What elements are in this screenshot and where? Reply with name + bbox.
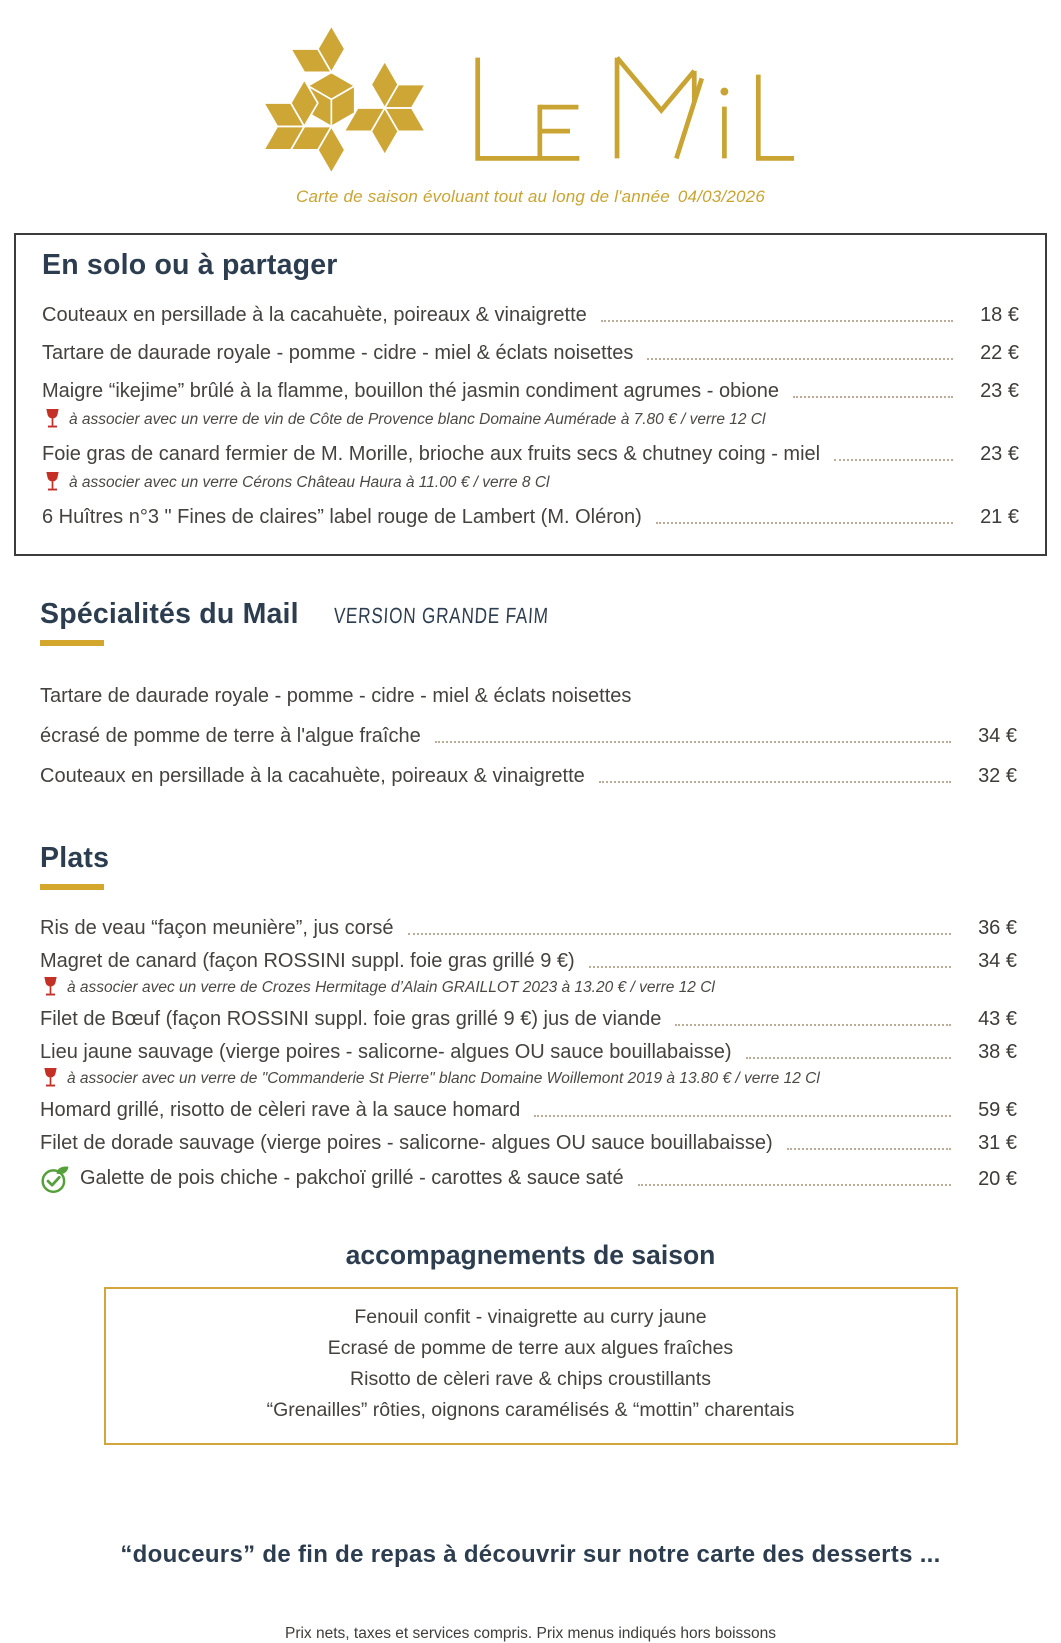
menu-item [40,716,1017,756]
item-text: Galette de pois chiche - pakchoï grillé - carottes & sauce saté [80,1166,624,1189]
item-name: Filet de dorade sauvage (vierge poires - salicorne- algues OU sauce bouillabaisse) [40,1132,773,1154]
side-dish: “Grenailles” rôties, oignons caramélisés & “mottin” charentais [266,1399,795,1421]
section-accompagnements [0,1240,1061,1445]
item-price: 38 € [978,1041,1017,1063]
menu-item [42,334,1019,372]
desserts-banner: “douceurs” de fin de repas à découvrir sur notre carte des desserts ... [120,1541,941,1568]
dot-leader [534,1115,951,1117]
pairing-text: à associer avec un verre de vin de Côte de Provence blanc Domaine Aumérade à 7.80 € / verre 12 Cl [69,410,766,428]
section-plats [40,842,1017,1196]
side-dish: Risotto de cèleri rave & chips croustillants [350,1368,711,1390]
wine-glass-icon [42,976,59,997]
item-price: 34 € [978,950,1017,972]
item-price: 32 € [978,764,1017,787]
wine-glass-icon [42,1067,59,1088]
item-price: 22 € [980,341,1019,364]
menu-subtitle [0,187,1061,207]
side-dish: Ecrasé de pomme de terre aux algues fraîches [327,1337,734,1359]
logo-diamonds-icon [258,24,436,177]
item-price: 23 € [980,379,1019,402]
item-price: 20 € [978,1168,1017,1190]
le-mail-wordmark [464,52,804,165]
dot-leader [435,741,951,743]
item-name: Foie gras de canard fermier de M. Morille, brioche aux fruits secs & chutney coing - miel [42,442,821,465]
wine-pairing-note [40,978,1017,1003]
dot-leader [599,781,951,783]
dot-leader [787,1148,951,1150]
menu-item [42,296,1019,334]
dot-leader [834,459,953,461]
section-title-specialites: Spécialités du Mail [40,598,299,630]
menu-item [40,756,1017,796]
menu-item [40,1036,1017,1069]
dot-leader [746,1057,952,1059]
section-title-en-solo: En solo ou à partager [42,249,338,281]
brand-header [0,24,1061,177]
item-name: Tartare de daurade royale - pomme - cidre - miel & éclats noisettes [42,341,634,364]
section-title-plats: Plats [40,842,110,874]
dot-leader [638,1184,951,1186]
section-en-solo [14,233,1047,556]
menu-item [40,1003,1017,1036]
vegetarian-icon [40,1165,70,1194]
item-name [40,1165,624,1191]
item-price: 43 € [978,1008,1017,1030]
item-name: Homard grillé, risotto de cèleri rave à la sauce homard [40,1099,521,1121]
dot-leader [675,1024,951,1026]
menu-item [42,498,1019,536]
item-name: Maigre “ikejime” brûlé à la flamme, bouillon thé jasmin condiment agrumes - obione [42,379,780,402]
item-name: écrasé de pomme de terre à l'algue fraîche [40,724,421,747]
item-price: 21 € [980,505,1019,528]
menu-item [42,435,1019,473]
item-name: Tartare de daurade royale - pomme - cidre - miel & éclats noisettes [40,684,632,707]
item-price: 36 € [978,917,1017,939]
menu-item [40,1094,1017,1127]
item-name: Couteaux en persillade à la cacahuète, poireaux & vinaigrette [40,764,585,787]
gold-underline [40,640,104,646]
wine-glass-icon [44,408,61,429]
item-name: Ris de veau “façon meunière”, jus corsé [40,917,394,939]
wine-pairing-note [42,473,1019,498]
gold-underline [40,884,104,890]
pairing-text: à associer avec un verre de "Commanderie St Pierre" blanc Domaine Woillemont 2019 à 13.80 € / verre 12 Cl [67,1069,820,1087]
dot-leader [656,522,953,524]
item-name: Couteaux en persillade à la cacahuète, poireaux & vinaigrette [42,303,587,326]
wine-glass-icon [44,471,61,492]
item-name: Lieu jaune sauvage (vierge poires - salicorne- algues OU sauce bouillabaisse) [40,1041,732,1063]
menu-date: 04/03/2026 [677,187,765,206]
item-price: 18 € [980,303,1019,326]
wine-pairing-note [42,410,1019,435]
menu-item [42,372,1019,410]
dot-leader [408,933,952,935]
accompagnements-box [104,1287,958,1445]
dot-leader [793,396,953,398]
item-price: 59 € [978,1099,1017,1121]
pairing-text: à associer avec un verre Cérons Château Haura à 11.00 € / verre 8 Cl [69,473,550,491]
legal-note: Prix nets, taxes et services compris. Prix menus indiqués hors boissons [284,1625,777,1642]
side-dish: Fenouil confit - vinaigrette au curry jaune [354,1306,707,1328]
wine-pairing-note [40,1069,1017,1094]
menu-item [40,1127,1017,1160]
menu-item [40,912,1017,945]
item-name: Magret de canard (façon ROSSINI suppl. foie gras grillé 9 €) [40,950,575,972]
dot-leader [647,358,953,360]
item-price: 31 € [978,1132,1017,1154]
dot-leader [601,320,953,322]
item-name: 6 Huîtres n°3 " Fines de claires” label rouge de Lambert (M. Oléron) [42,505,642,528]
pairing-text: à associer avec un verre de Crozes Hermitage d’Alain GRAILLOT 2023 à 13.20 € / verre 12 Cl [67,978,715,996]
dot-leader [589,966,951,968]
menu-item [40,945,1017,978]
section-specialites [40,598,1017,796]
section-title-accompagnements: accompagnements de saison [345,1240,716,1270]
item-price: 23 € [980,442,1019,465]
item-price: 34 € [978,724,1017,747]
menu-item-vegetarian [40,1160,1017,1196]
menu-item [40,676,1017,716]
subtitle-text: Carte de saison évoluant tout au long de l'année [296,187,670,206]
version-grande-faim-tag: VERSION GRANDE FAIM [332,603,550,628]
item-name: Filet de Bœuf (façon ROSSINI suppl. foie gras grillé 9 €) jus de viande [40,1008,662,1030]
